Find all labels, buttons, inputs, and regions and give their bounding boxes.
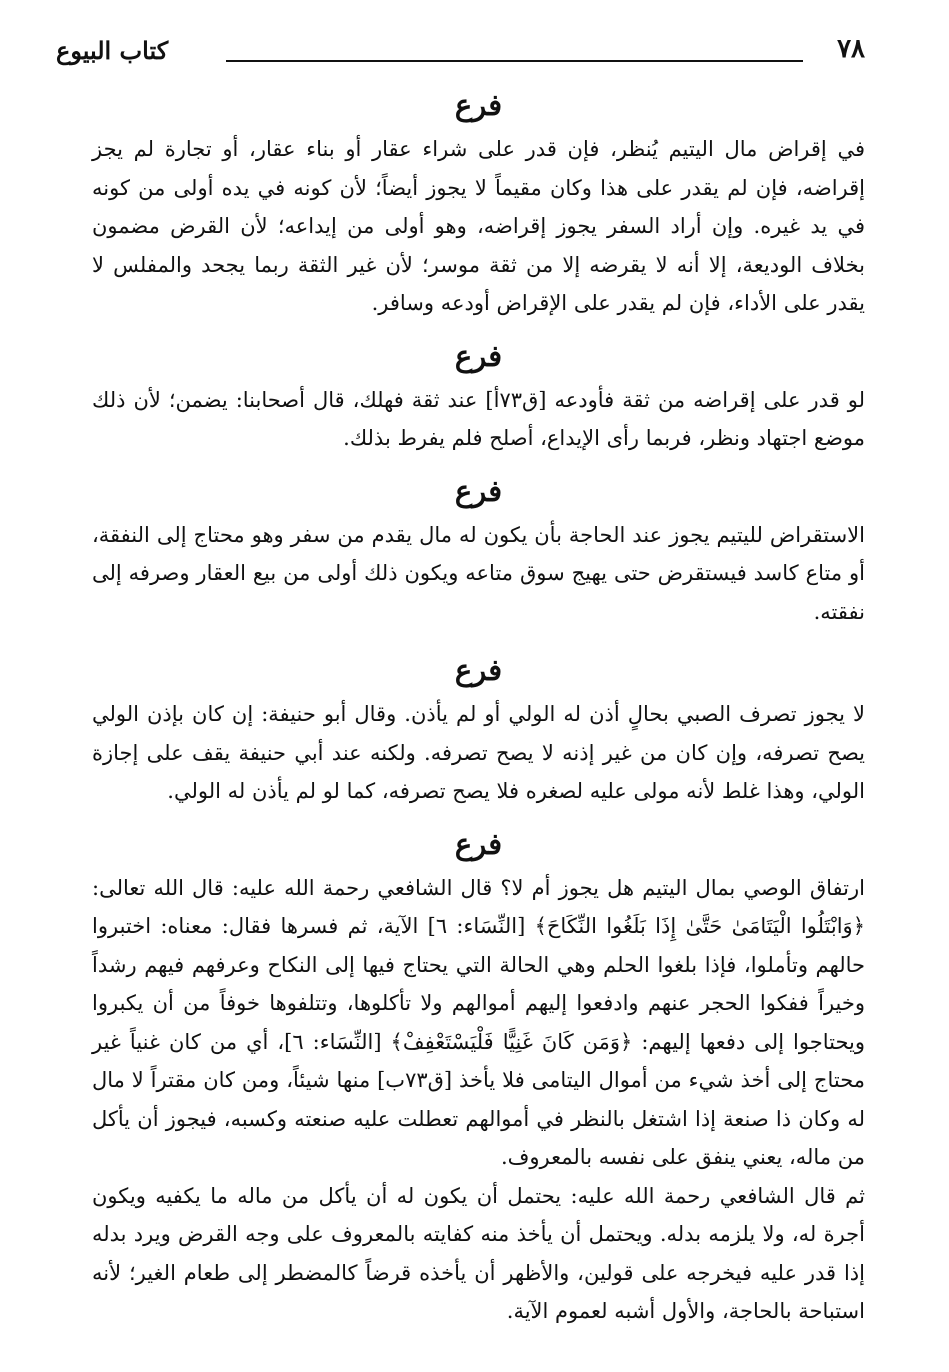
section-heading: فرع [454,338,503,373]
section-heading: فرع [454,653,503,687]
page-number: ٧٨ [837,34,865,64]
paragraph: لا يجوز تصرف الصبي بحالٍ أذن له الولي أو لم يأذن. وقال أبو حنيفة: إن كان بإذن الولي يصح تصرفه، وإن كان من غير إذنه لا يصح تصرفه. ولكنه عند أبي حنيفة يقف على إجازة الولي، وهذا غلط لأنه مولى عليه لصغره فلا يصح تصرفه، كما لو لم يأذن له الولي. [92,702,865,803]
header-rule [226,60,803,62]
section-heading: فرع [454,826,503,861]
section-far-4 [92,645,865,811]
running-head [56,34,865,74]
section-far-1 [92,80,865,323]
paragraph: ثم قال الشافعي رحمة الله عليه: يحتمل أن يكون له أن يأكل من ماله ما يكفيه ويكون أجرة له، ولا يلزمه بدله. ويحتمل أن يأخذ منه كفايته بالمعروف على وجه القرض ويرد بدله إذا قدر عليه فيخرجه على قولين، والأظهر أن يأخذه قرضاً كالمضطر إلى طعام الغير؛ لأنه استباحة بالحاجة، والأول أشبه لعموم الآية. [92,1183,865,1323]
paragraph: الاستقراض لليتيم يجوز عند الحاجة بأن يكون له مال يقدم من سفر وهو محتاج إلى النفقة، أو متاع كاسد فيستقرض حتى يهيج سوق متاعه ويكون ذلك أولى من بيع العقار وصرفه إلى نفقته. [92,522,865,624]
section-far-3 [92,466,865,632]
paragraph: في إقراض مال اليتيم يُنظر، فإن قدر على شراء عقار أو بناء عقار، أو تجارة لم يجز إقراضه، فإن لم يقدر على هذا وكان مقيماً لا يجوز أيضاً؛ لأن كونه في يده أولى من كونه في يد غيره. وإن أراد السفر يجوز إقراضه، وهو أولى من إيداعه؛ لأن القرض مضمون بخلاف الوديعة، إلا أنه لا يقرضه إلا من ثقة موسر؛ لأن غير الثقة ربما يجحد والمفلس لا يقدر على الأداء، فإن لم يقدر على الإقراض أودعه وسافر. [92,137,865,315]
section-far-2 [92,331,865,458]
page-content [92,80,865,1331]
section-heading: فرع [454,88,503,122]
section-far-5 [92,819,865,1331]
section-heading: فرع [454,473,503,508]
book-title: كتاب البيوع [56,36,169,65]
paragraph: لو قدر على إقراضه من ثقة فأودعه [ق٧٣أ] عند ثقة فهلك، قال أصحابنا: يضمن؛ لأن ذلك موضع اجتهاد ونظر، فربما رأى الإيداع، أصلح فلم يفرط بذلك. [92,387,865,450]
paragraph: ارتفاق الوصي بمال اليتيم هل يجوز أم لا؟ قال الشافعي رحمة الله عليه: قال الله تعالى: ﴿وَابْتَلُوا الْيَتَامَىٰ حَتَّىٰ إِذَا بَلَغُوا النِّكَاحَ﴾ [النِّسَاء: ٦] الآية، ثم فسرها فقال: معناه: اختبروا حالهم وتأملوا، فإذا بلغوا الحلم وهي الحالة التي يحتاج فيها إلى النكاح وعرفهم فيهم رشداً وخيراً ففكوا الحجر عنهم وادفعوا إليهم أموالهم ولا تأكلوها، وتتلفوها خوفاً من أن يكبروا ويحتاجوا إلى دفعها إليهم: ﴿وَمَن كَانَ غَنِيًّا فَلْيَسْتَعْفِفْ﴾ [النِّسَاء: ٦]، أي من كان غنياً غير محتاج إلى أخذ شيء من أموال اليتامى فلا يأخذ [ق٧٣ب] منها شيئاً، ومن كان مقتراً لا مال له وكان ذا صنعة إذا اشتغل بالنظر في أموالهم تعطلت عليه صنعته وكسبه، فيجوز أن يأكل من ماله، يعني ينفق على نفسه بالمعروف. [92,875,866,1169]
